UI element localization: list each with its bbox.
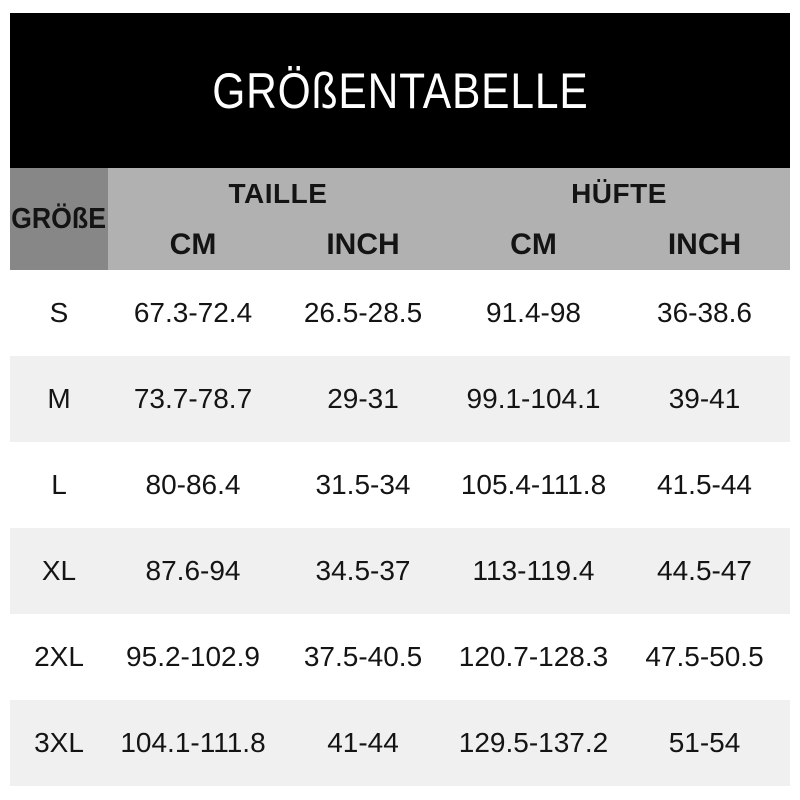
cell-huefte-cm: 105.4-111.8: [460, 469, 607, 500]
cell-huefte-inch: 51-54: [668, 727, 741, 758]
column-header-huefte-inch: INCH: [667, 227, 742, 261]
column-header-size: [10, 168, 108, 270]
cell-taille-cm: 73.7-78.7: [133, 383, 253, 414]
column-header-size-label: GRÖßE: [11, 202, 107, 235]
size-chart: [10, 13, 790, 786]
row-size-label: 3XL: [34, 727, 84, 758]
column-group-huefte: HÜFTE: [571, 177, 667, 209]
row-size-label: S: [49, 297, 69, 328]
cell-taille-cm: 95.2-102.9: [126, 641, 260, 672]
table-row-2xl: [10, 614, 790, 700]
table-row-xl: [10, 528, 790, 614]
page-title: GRÖßENTABELLE: [211, 62, 589, 119]
cell-huefte-cm: 99.1-104.1: [466, 383, 601, 414]
cell-huefte-inch: 41.5-44: [657, 469, 752, 500]
cell-huefte-inch: 44.5-47: [657, 555, 752, 586]
cell-huefte-cm: 120.7-128.3: [458, 641, 609, 672]
column-header-huefte-cm: CM: [510, 227, 557, 261]
table-body: [10, 270, 790, 786]
title-banner: [10, 13, 790, 168]
cell-huefte-cm: 91.4-98: [486, 297, 581, 328]
cell-huefte-inch: 36-38.6: [657, 297, 752, 328]
cell-taille-inch: 34.5-37: [315, 555, 411, 586]
cell-taille-inch: 26.5-28.5: [303, 297, 423, 328]
cell-taille-cm: 67.3-72.4: [133, 297, 253, 328]
table-row-s: [10, 270, 790, 356]
cell-taille-inch: 37.5-40.5: [303, 641, 423, 672]
row-size-label: L: [51, 469, 67, 500]
cell-huefte-inch: 47.5-50.5: [645, 641, 764, 672]
cell-taille-inch: 29-31: [327, 383, 399, 414]
table-row-l: [10, 442, 790, 528]
cell-taille-inch: 41-44: [327, 727, 399, 758]
table-row-3xl: [10, 700, 790, 786]
cell-taille-cm: 80-86.4: [145, 469, 241, 500]
column-group-taille: TAILLE: [228, 177, 328, 209]
table-row-m: [10, 356, 790, 442]
row-size-label: XL: [41, 555, 77, 586]
cell-huefte-inch: 39-41: [668, 383, 741, 414]
column-header-taille-cm: CM: [169, 227, 217, 261]
cell-huefte-cm: 129.5-137.2: [458, 727, 609, 758]
cell-huefte-cm: 113-119.4: [472, 555, 595, 586]
cell-taille-inch: 31.5-34: [315, 469, 411, 500]
table-header: [10, 168, 790, 270]
row-size-label: 2XL: [34, 641, 84, 672]
row-size-label: M: [47, 383, 71, 414]
column-header-taille-inch: INCH: [326, 227, 400, 261]
cell-taille-cm: 104.1-111.8: [120, 727, 266, 758]
cell-taille-cm: 87.6-94: [145, 555, 241, 586]
